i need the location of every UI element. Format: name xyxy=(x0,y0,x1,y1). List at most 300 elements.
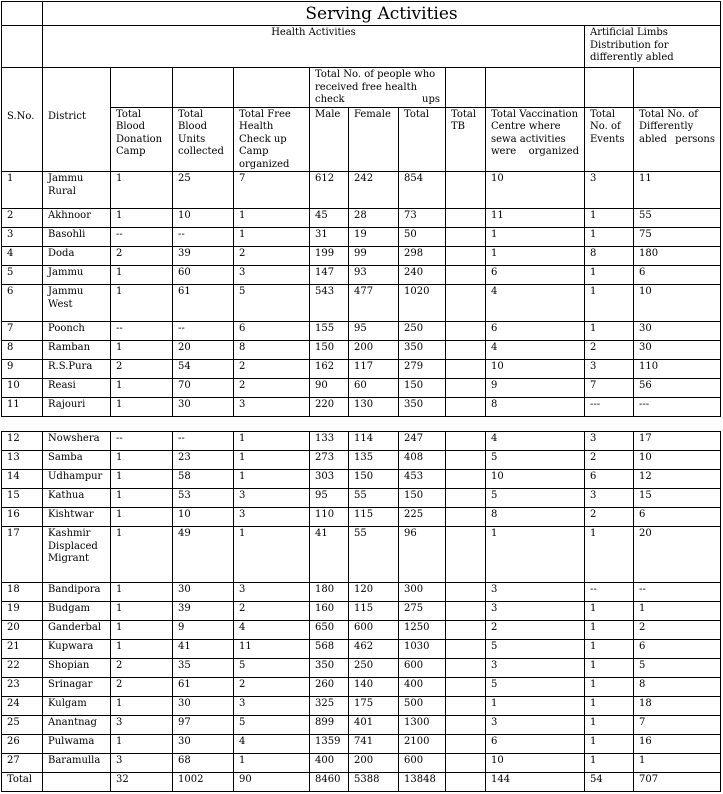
district-cell: Rajouri xyxy=(43,398,111,417)
header-blank-cell xyxy=(2,26,43,68)
sno-cell: 3 xyxy=(2,228,43,247)
sno-cell: 20 xyxy=(2,621,43,640)
male-cell: 155 xyxy=(310,322,349,341)
total-cell: 150 xyxy=(399,379,446,398)
district-cell: Ramban xyxy=(43,341,111,360)
district-cell: Anantnag xyxy=(43,716,111,735)
female-cell: 462 xyxy=(349,640,399,659)
donation-camp-cell: 1 xyxy=(111,285,173,322)
events-cell: 1 xyxy=(585,716,634,735)
sno-cell: 19 xyxy=(2,602,43,621)
checkup-camp-cell: 1 xyxy=(234,527,310,583)
events-cell: 1 xyxy=(585,266,634,285)
female-cell: 135 xyxy=(349,451,399,470)
female-cell: 477 xyxy=(349,285,399,322)
events-cell: 2 xyxy=(585,508,634,527)
events-cell: 2 xyxy=(585,451,634,470)
blood-units-cell: 61 xyxy=(173,285,234,322)
total-row xyxy=(2,773,721,792)
sno-cell: 14 xyxy=(2,470,43,489)
total-cell: 240 xyxy=(399,266,446,285)
blood-units-cell: 39 xyxy=(173,602,234,621)
blood-units-cell: 53 xyxy=(173,489,234,508)
donation-camp-cell: 1 xyxy=(111,508,173,527)
checkup-camp-cell: 5 xyxy=(234,285,310,322)
table-row xyxy=(2,379,721,398)
tb-cell xyxy=(446,228,486,247)
disabled-persons-cell: --- xyxy=(634,398,721,417)
female-cell: 115 xyxy=(349,602,399,621)
sno-cell: 22 xyxy=(2,659,43,678)
female-header: Female xyxy=(349,107,399,172)
donation-camp-cell: 1 xyxy=(111,621,173,640)
health-activities-header: Health Activities xyxy=(43,26,585,68)
checkup-camp-cell: 1 xyxy=(234,470,310,489)
district-cell: Udhampur xyxy=(43,470,111,489)
checkup-camp-cell: 3 xyxy=(234,266,310,285)
donation-camp-cell: 3 xyxy=(111,754,173,773)
total-cell: 1300 xyxy=(399,716,446,735)
tb-cell xyxy=(446,451,486,470)
disabled-persons-cell: 8 xyxy=(634,678,721,697)
table-row xyxy=(2,716,721,735)
checkup-camp-header: Total Free Health Check up Camp organized xyxy=(234,107,310,172)
events-cell: 1 xyxy=(585,527,634,583)
blood-units-cell: 49 xyxy=(173,527,234,583)
checkup-camp-cell: 8 xyxy=(234,341,310,360)
table-row xyxy=(2,247,721,266)
district-cell: Srinagar xyxy=(43,678,111,697)
checkup-camp-cell: 1 xyxy=(234,209,310,228)
tb-cell xyxy=(446,508,486,527)
tb-cell xyxy=(446,341,486,360)
disabled-persons-cell: 15 xyxy=(634,489,721,508)
donation-camp-cell: 2 xyxy=(111,659,173,678)
vaccination-cell: 1 xyxy=(486,697,585,716)
sno-cell: 24 xyxy=(2,697,43,716)
district-header: District xyxy=(43,68,111,172)
blood-units-cell: 54 xyxy=(173,360,234,379)
district-cell: Ganderbal xyxy=(43,621,111,640)
male-cell: 273 xyxy=(310,451,349,470)
tb-cell xyxy=(446,322,486,341)
donation-camp-cell: 2 xyxy=(111,678,173,697)
table-row xyxy=(2,489,721,508)
sno-cell: 25 xyxy=(2,716,43,735)
events-cell: 3 xyxy=(585,360,634,379)
header-blank-cell xyxy=(234,68,310,108)
checkup-camp-cell: 1 xyxy=(234,754,310,773)
sno-cell: 27 xyxy=(2,754,43,773)
male-cell: 90 xyxy=(310,379,349,398)
donation-camp-cell: -- xyxy=(111,322,173,341)
blood-units-cell: 30 xyxy=(173,398,234,417)
blood-units-cell: -- xyxy=(173,432,234,451)
vaccination-cell: 10 xyxy=(486,360,585,379)
district-cell: Kupwara xyxy=(43,640,111,659)
female-cell: 600 xyxy=(349,621,399,640)
male-cell: 162 xyxy=(310,360,349,379)
donation-camp-cell: 1 xyxy=(111,209,173,228)
sno-cell: 10 xyxy=(2,379,43,398)
events-cell: 1 xyxy=(585,322,634,341)
events-cell: 8 xyxy=(585,247,634,266)
vaccination-cell: 9 xyxy=(486,379,585,398)
tb-cell xyxy=(446,621,486,640)
vaccination-cell: 3 xyxy=(486,602,585,621)
events-cell: 1 xyxy=(585,228,634,247)
table-row xyxy=(2,451,721,470)
total-cell: 300 xyxy=(399,583,446,602)
donation-camp-cell: 1 xyxy=(111,489,173,508)
district-cell: Jammu xyxy=(43,266,111,285)
checkup-camp-cell: 3 xyxy=(234,398,310,417)
checkup-camp-cell: 5 xyxy=(234,659,310,678)
female-cell: 28 xyxy=(349,209,399,228)
sno-cell: 1 xyxy=(2,172,43,209)
male-cell: 150 xyxy=(310,341,349,360)
male-cell: 650 xyxy=(310,621,349,640)
tb-cell xyxy=(446,247,486,266)
donation-camp-cell: 1 xyxy=(111,735,173,754)
tb-cell xyxy=(446,489,486,508)
tb-cell xyxy=(446,432,486,451)
blood-units-cell: 68 xyxy=(173,754,234,773)
table-row xyxy=(2,735,721,754)
female-cell: 60 xyxy=(349,379,399,398)
sno-cell: 16 xyxy=(2,508,43,527)
female-cell: 19 xyxy=(349,228,399,247)
checkup-camp-cell: 11 xyxy=(234,640,310,659)
header-blank-cell xyxy=(634,68,721,108)
male-cell: 1359 xyxy=(310,735,349,754)
checkup-camp-cell: 7 xyxy=(234,172,310,209)
sno-cell: 2 xyxy=(2,209,43,228)
male-cell: 400 xyxy=(310,754,349,773)
checkup-camp-cell: 3 xyxy=(234,697,310,716)
total-cell: 73 xyxy=(399,209,446,228)
total-cell: 250 xyxy=(399,322,446,341)
checkup-camp-cell: 6 xyxy=(234,322,310,341)
female-cell: 93 xyxy=(349,266,399,285)
tb-cell xyxy=(446,379,486,398)
sno-cell: 12 xyxy=(2,432,43,451)
disabled-persons-cell: 10 xyxy=(634,451,721,470)
tb-cell xyxy=(446,735,486,754)
district-cell: Shopian xyxy=(43,659,111,678)
header-blank-cell xyxy=(585,68,634,108)
blood-units-cell: 97 xyxy=(173,716,234,735)
blood-units-cell: -- xyxy=(173,322,234,341)
total-cell: 400 xyxy=(399,678,446,697)
total-tb-cell xyxy=(446,773,486,792)
tb-cell xyxy=(446,398,486,417)
events-cell: 1 xyxy=(585,621,634,640)
vaccination-cell: 3 xyxy=(486,583,585,602)
events-header: Total No. of Events xyxy=(585,107,634,172)
table-row xyxy=(2,678,721,697)
table-row xyxy=(2,266,721,285)
table-row xyxy=(2,285,721,322)
male-cell: 220 xyxy=(310,398,349,417)
male-cell: 350 xyxy=(310,659,349,678)
donation-camp-cell: 1 xyxy=(111,470,173,489)
events-cell: 1 xyxy=(585,697,634,716)
sno-cell: 18 xyxy=(2,583,43,602)
male-cell: 95 xyxy=(310,489,349,508)
vaccination-cell: 1 xyxy=(486,247,585,266)
district-cell: Kathua xyxy=(43,489,111,508)
corner-cell xyxy=(2,2,43,26)
tb-cell xyxy=(446,470,486,489)
total-female-cell: 5388 xyxy=(349,773,399,792)
district-cell: Kashmir Displaced Migrant xyxy=(43,527,111,583)
disabled-persons-cell: 20 xyxy=(634,527,721,583)
sno-cell: 5 xyxy=(2,266,43,285)
vaccination-cell: 10 xyxy=(486,172,585,209)
tb-cell xyxy=(446,659,486,678)
vaccination-cell: 1 xyxy=(486,527,585,583)
disabled-persons-cell: 1 xyxy=(634,754,721,773)
donation-camp-cell: 1 xyxy=(111,640,173,659)
female-cell: 200 xyxy=(349,341,399,360)
disabled-persons-cell: 11 xyxy=(634,172,721,209)
male-cell: 31 xyxy=(310,228,349,247)
district-cell: Kishtwar xyxy=(43,508,111,527)
sno-cell: 15 xyxy=(2,489,43,508)
serving-activities-table-continued xyxy=(1,431,721,792)
checkup-camp-cell: 5 xyxy=(234,716,310,735)
events-cell: 1 xyxy=(585,659,634,678)
table-row xyxy=(2,360,721,379)
district-cell: Baramulla xyxy=(43,754,111,773)
disabled-persons-cell: 18 xyxy=(634,697,721,716)
donation-camp-cell: 1 xyxy=(111,451,173,470)
total-cell: 298 xyxy=(399,247,446,266)
disabled-persons-cell: 75 xyxy=(634,228,721,247)
table-row xyxy=(2,341,721,360)
sno-cell: 17 xyxy=(2,527,43,583)
male-cell: 41 xyxy=(310,527,349,583)
tb-cell xyxy=(446,285,486,322)
disabled-persons-cell: 55 xyxy=(634,209,721,228)
vaccination-cell: 3 xyxy=(486,716,585,735)
blood-units-cell: 30 xyxy=(173,697,234,716)
female-cell: 117 xyxy=(349,360,399,379)
total-events-cell: 54 xyxy=(585,773,634,792)
checkup-camp-cell: 1 xyxy=(234,432,310,451)
district-cell: Poonch xyxy=(43,322,111,341)
disabled-persons-cell: 30 xyxy=(634,341,721,360)
blood-units-cell: 60 xyxy=(173,266,234,285)
vaccination-cell: 8 xyxy=(486,508,585,527)
sno-cell: 13 xyxy=(2,451,43,470)
checkup-camp-cell: 4 xyxy=(234,621,310,640)
female-cell: 114 xyxy=(349,432,399,451)
header-blank-cell xyxy=(111,68,173,108)
donation-camp-cell: 1 xyxy=(111,527,173,583)
tb-cell xyxy=(446,527,486,583)
female-cell: 242 xyxy=(349,172,399,209)
district-cell: Akhnoor xyxy=(43,209,111,228)
sno-header: S.No. xyxy=(2,68,43,172)
male-cell: 899 xyxy=(310,716,349,735)
checkup-camp-cell: 2 xyxy=(234,360,310,379)
checkup-camp-cell: 2 xyxy=(234,602,310,621)
disabled-persons-cell: 12 xyxy=(634,470,721,489)
checkup-camp-cell: 3 xyxy=(234,508,310,527)
table-row xyxy=(2,659,721,678)
table-row xyxy=(2,228,721,247)
table-row xyxy=(2,527,721,583)
donation-camp-header: Total Blood Donation Camp xyxy=(111,107,173,172)
events-cell: 1 xyxy=(585,285,634,322)
tb-cell xyxy=(446,360,486,379)
total-cell: 150 xyxy=(399,489,446,508)
table-row xyxy=(2,697,721,716)
female-cell: 741 xyxy=(349,735,399,754)
vaccination-cell: 5 xyxy=(486,678,585,697)
vaccination-cell: 4 xyxy=(486,285,585,322)
tb-cell xyxy=(446,754,486,773)
checkup-camp-cell: 2 xyxy=(234,247,310,266)
female-cell: 120 xyxy=(349,583,399,602)
district-cell: Doda xyxy=(43,247,111,266)
donation-camp-cell: 1 xyxy=(111,398,173,417)
checkup-camp-cell: 1 xyxy=(234,451,310,470)
total-cell: 453 xyxy=(399,470,446,489)
disabled-persons-cell: 6 xyxy=(634,266,721,285)
blood-units-cell: 10 xyxy=(173,209,234,228)
vaccination-cell: 6 xyxy=(486,735,585,754)
vaccination-cell: 2 xyxy=(486,621,585,640)
disabled-persons-cell: 5 xyxy=(634,659,721,678)
vaccination-cell: 5 xyxy=(486,489,585,508)
disabled-persons-cell: 16 xyxy=(634,735,721,754)
total-cell: 50 xyxy=(399,228,446,247)
checkup-camp-cell: 3 xyxy=(234,489,310,508)
total-cell: 408 xyxy=(399,451,446,470)
male-header: Male xyxy=(310,107,349,172)
female-cell: 140 xyxy=(349,678,399,697)
donation-camp-cell: 2 xyxy=(111,360,173,379)
district-cell: Pulwama xyxy=(43,735,111,754)
total-cell: 96 xyxy=(399,527,446,583)
events-cell: --- xyxy=(585,398,634,417)
blood-units-cell: 70 xyxy=(173,379,234,398)
total-cell: 225 xyxy=(399,508,446,527)
disabled-persons-cell: 56 xyxy=(634,379,721,398)
table-title: Serving Activities xyxy=(43,2,721,26)
vaccination-header: Total Vaccination Centre where sewa activities were organized xyxy=(486,107,585,172)
total-cell: 1250 xyxy=(399,621,446,640)
total-sno-cell: Total xyxy=(2,773,43,792)
tb-cell xyxy=(446,172,486,209)
vaccination-cell: 1 xyxy=(486,228,585,247)
donation-camp-cell: 1 xyxy=(111,341,173,360)
male-cell: 45 xyxy=(310,209,349,228)
table-row xyxy=(2,172,721,209)
table-row xyxy=(2,322,721,341)
total-cell: 854 xyxy=(399,172,446,209)
donation-camp-cell: 1 xyxy=(111,172,173,209)
blood-units-cell: 58 xyxy=(173,470,234,489)
checkup-camp-cell: 2 xyxy=(234,678,310,697)
tb-cell xyxy=(446,583,486,602)
vaccination-cell: 5 xyxy=(486,640,585,659)
donation-camp-cell: -- xyxy=(111,432,173,451)
tb-header: Total TB xyxy=(446,107,486,172)
female-cell: 55 xyxy=(349,489,399,508)
table-row xyxy=(2,432,721,451)
vaccination-cell: 6 xyxy=(486,322,585,341)
male-cell: 543 xyxy=(310,285,349,322)
disabled-persons-cell: 6 xyxy=(634,640,721,659)
district-cell: Jammu West xyxy=(43,285,111,322)
district-cell: Samba xyxy=(43,451,111,470)
female-cell: 401 xyxy=(349,716,399,735)
male-cell: 180 xyxy=(310,583,349,602)
total-donation-camp-cell: 32 xyxy=(111,773,173,792)
disabled-persons-cell: 1 xyxy=(634,602,721,621)
header-blank-cell xyxy=(486,68,585,108)
vaccination-cell: 10 xyxy=(486,754,585,773)
male-cell: 303 xyxy=(310,470,349,489)
total-cell: 1020 xyxy=(399,285,446,322)
blood-units-cell: 25 xyxy=(173,172,234,209)
serving-activities-table xyxy=(1,1,721,417)
vaccination-cell: 4 xyxy=(486,432,585,451)
events-cell: 1 xyxy=(585,754,634,773)
male-cell: 133 xyxy=(310,432,349,451)
disabled-persons-cell: 30 xyxy=(634,322,721,341)
sno-cell: 26 xyxy=(2,735,43,754)
donation-camp-cell: 1 xyxy=(111,583,173,602)
total-total-cell: 13848 xyxy=(399,773,446,792)
blood-units-cell: 39 xyxy=(173,247,234,266)
vaccination-cell: 3 xyxy=(486,659,585,678)
female-cell: 200 xyxy=(349,754,399,773)
female-cell: 55 xyxy=(349,527,399,583)
disabled-persons-cell: 7 xyxy=(634,716,721,735)
female-cell: 250 xyxy=(349,659,399,678)
total-blood-units-cell: 1002 xyxy=(173,773,234,792)
district-cell: Reasi xyxy=(43,379,111,398)
district-cell: Budgam xyxy=(43,602,111,621)
total-cell: 500 xyxy=(399,697,446,716)
blood-units-cell: 23 xyxy=(173,451,234,470)
donation-camp-cell: 3 xyxy=(111,716,173,735)
events-cell: 1 xyxy=(585,602,634,621)
tb-cell xyxy=(446,716,486,735)
events-cell: 1 xyxy=(585,735,634,754)
vaccination-cell: 6 xyxy=(486,266,585,285)
female-cell: 115 xyxy=(349,508,399,527)
disabled-persons-cell: 6 xyxy=(634,508,721,527)
blood-units-cell: 35 xyxy=(173,659,234,678)
total-cell: 350 xyxy=(399,398,446,417)
total-cell: 600 xyxy=(399,754,446,773)
blood-units-cell: 20 xyxy=(173,341,234,360)
vaccination-cell: 5 xyxy=(486,451,585,470)
vaccination-cell: 4 xyxy=(486,341,585,360)
female-cell: 175 xyxy=(349,697,399,716)
events-cell: 3 xyxy=(585,172,634,209)
sno-cell: 6 xyxy=(2,285,43,322)
table-row xyxy=(2,583,721,602)
total-cell: 350 xyxy=(399,341,446,360)
table-row xyxy=(2,209,721,228)
